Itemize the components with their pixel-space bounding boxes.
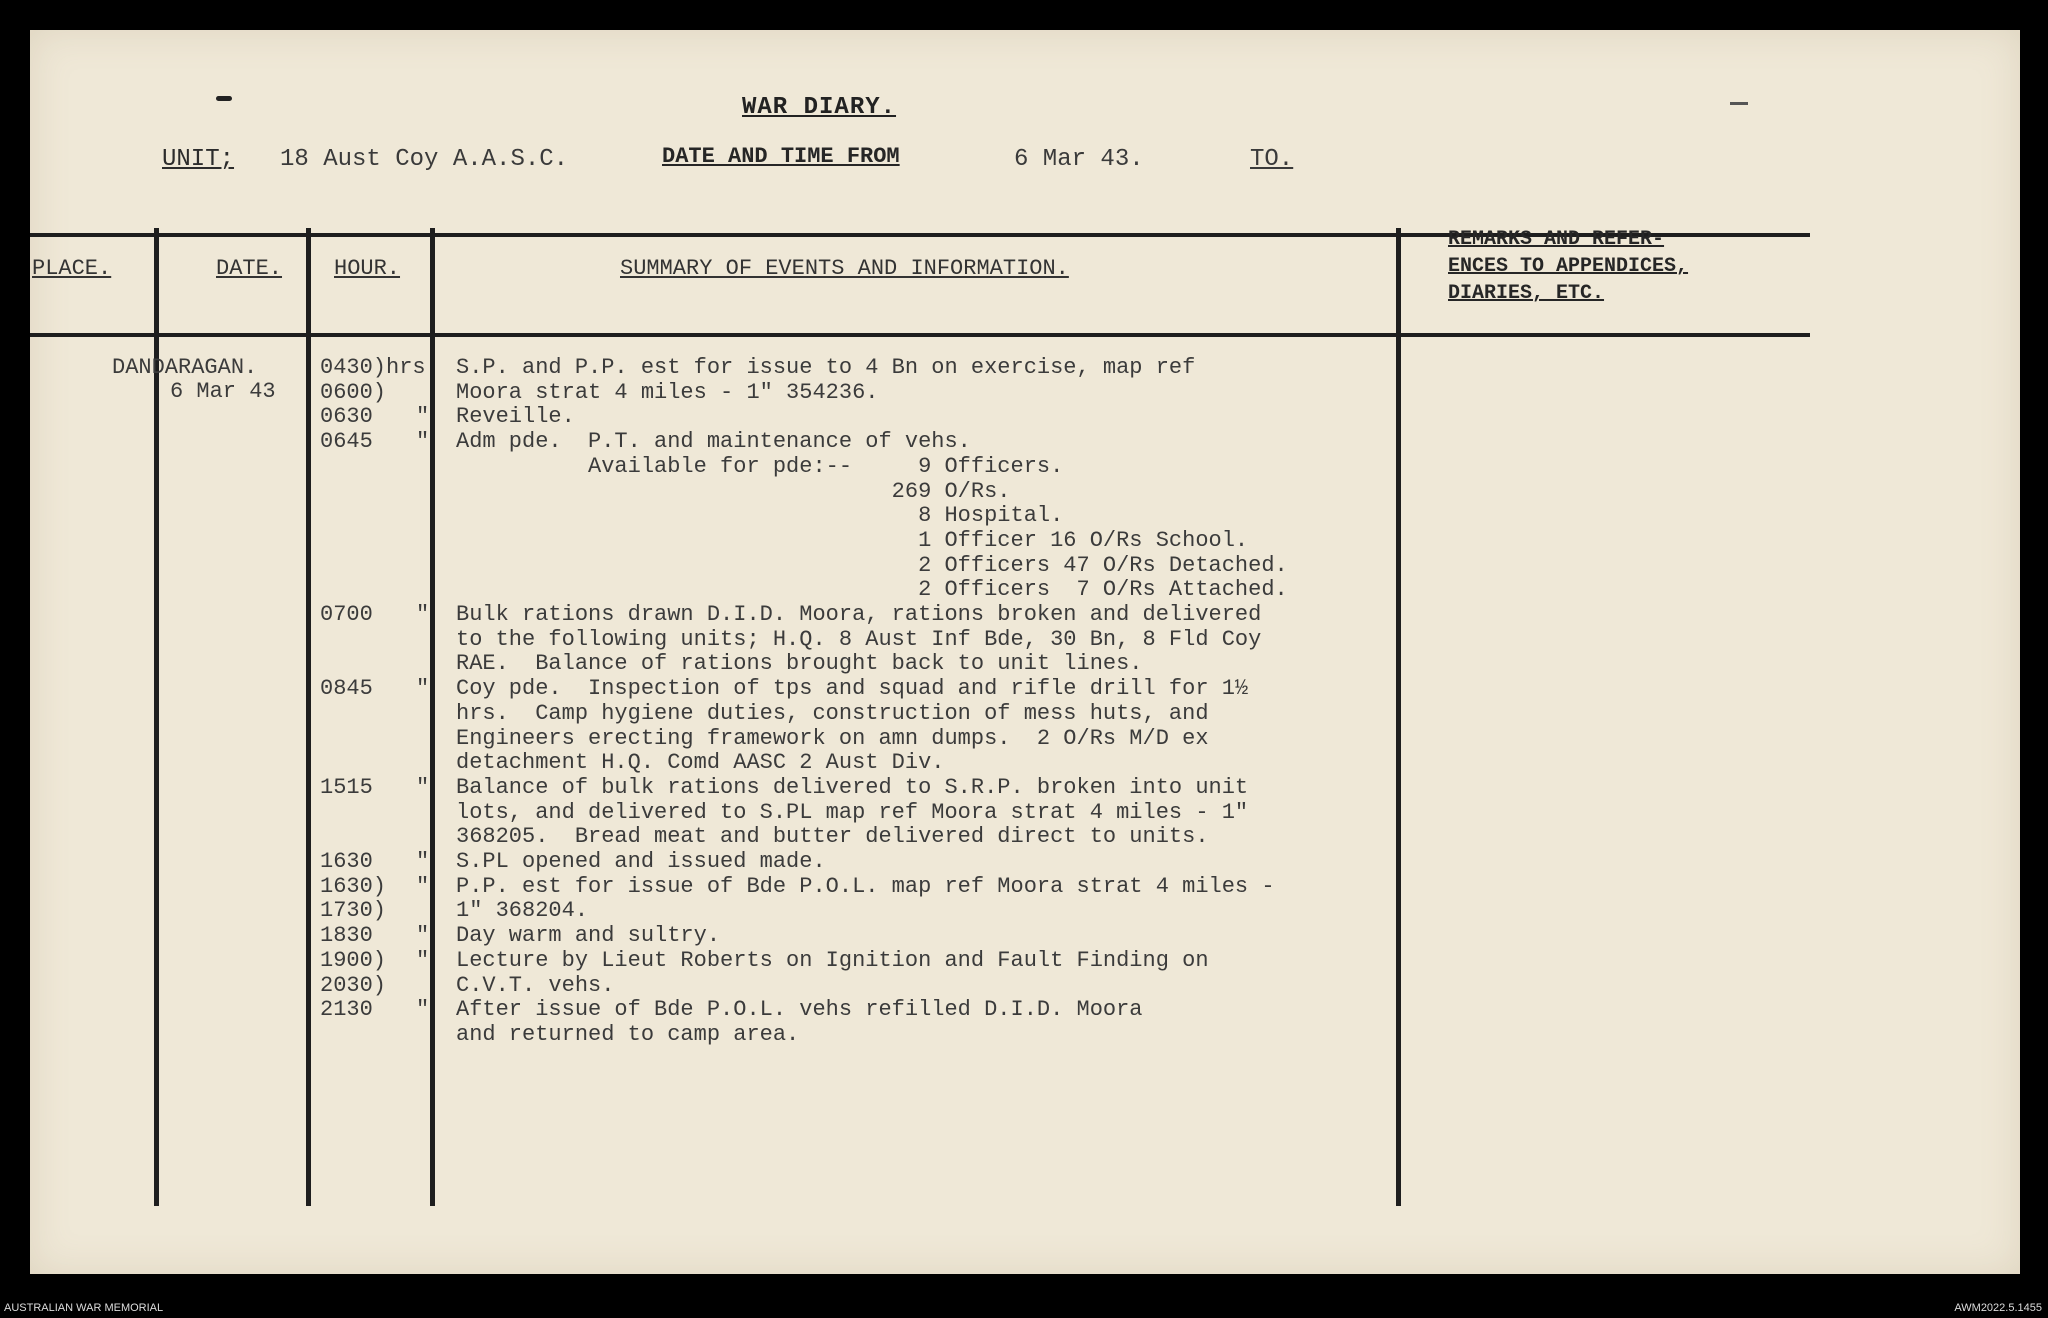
to-label: TO. [1250, 146, 1294, 173]
column-header-date: DATE. [216, 256, 283, 281]
war-diary-page [30, 30, 2020, 1274]
column-divider-date [306, 228, 311, 1206]
unit-label: UNIT; [162, 146, 235, 173]
document-title: WAR DIARY. [742, 94, 897, 121]
entry-place: DANDARAGAN. [112, 355, 258, 380]
entry-summary: S.P. and P.P. est for issue to 4 Bn on exercise, map ref Moora strat 4 miles - 1" 354236. Reveille. Adm pde. P.T. and maintenance of vehs. Available for pde:-- 9 Officers. 269 O/Rs. 8 Hospital. 1 Officer 16 O/Rs School. 2 Officers 47 O/Rs Detached. 2 Officers 7 O/Rs Attached. Bulk rations drawn D.I.D. Moora, rations broken and delivered to the following units; H.Q. 8 Aust Inf Bde, 30 Bn, 8 Fld Coy RAE. Balance of rations brought back to unit lines. Coy pde. Inspection of tps and squad and rifle drill for 1½ hrs. Camp hygiene duties, construction of mess huts, and Engineers erecting framework on amn dumps. 2 O/Rs M/D ex detachment H.Q. Comd AASC 2 Aust Div. Balance of bulk rations delivered to S.R.P. broken into unit lots, and delivered to S.PL map ref Moora strat 4 miles - 1" 368205. Bread meat and butter delivered direct to units. S.PL opened and issued made. P.P. est for issue of Bde P.O.L. map ref Moora strat 4 miles - 1" 368204. Day warm and sultry. Lecture by Lieut Roberts on Ignition and Fault Finding on C.V.T. vehs. After issue of Bde P.O.L. vehs refilled D.I.D. Moora and returned to camp area. [456, 355, 1288, 1047]
unit-value: 18 Aust Coy A.A.S.C. [280, 146, 569, 173]
column-header-hour: HOUR. [334, 256, 401, 281]
column-divider-summary [1396, 228, 1401, 1206]
date-time-label: DATE AND TIME FROM [662, 144, 900, 169]
entry-hours: 0430)hrs 0600) 0630 0645 0700 0845 1515 1630 1630) 1730) 1830 1900) 2030) 2130 [320, 355, 426, 1023]
punch-mark [216, 96, 232, 101]
paper-tear-mark [1730, 102, 1748, 105]
entry-date: 6 Mar 43 [170, 379, 276, 404]
footer-credit: AUSTRALIAN WAR MEMORIAL [4, 1302, 164, 1314]
column-header-place: PLACE. [32, 256, 112, 281]
footer-accession-number: AWM2022.5.1455 [1954, 1302, 2042, 1314]
table-header-rule [30, 333, 1810, 337]
entry-ditto-marks: " " " " " " " " " " [416, 404, 430, 1023]
date-value: 6 Mar 43. [1014, 146, 1144, 173]
column-header-remarks: REMARKS AND REFER- ENCES TO APPENDICES, DIARIES, ETC. [1448, 228, 1689, 305]
column-divider-hour [430, 228, 435, 1206]
column-header-summary: SUMMARY OF EVENTS AND INFORMATION. [620, 256, 1069, 281]
